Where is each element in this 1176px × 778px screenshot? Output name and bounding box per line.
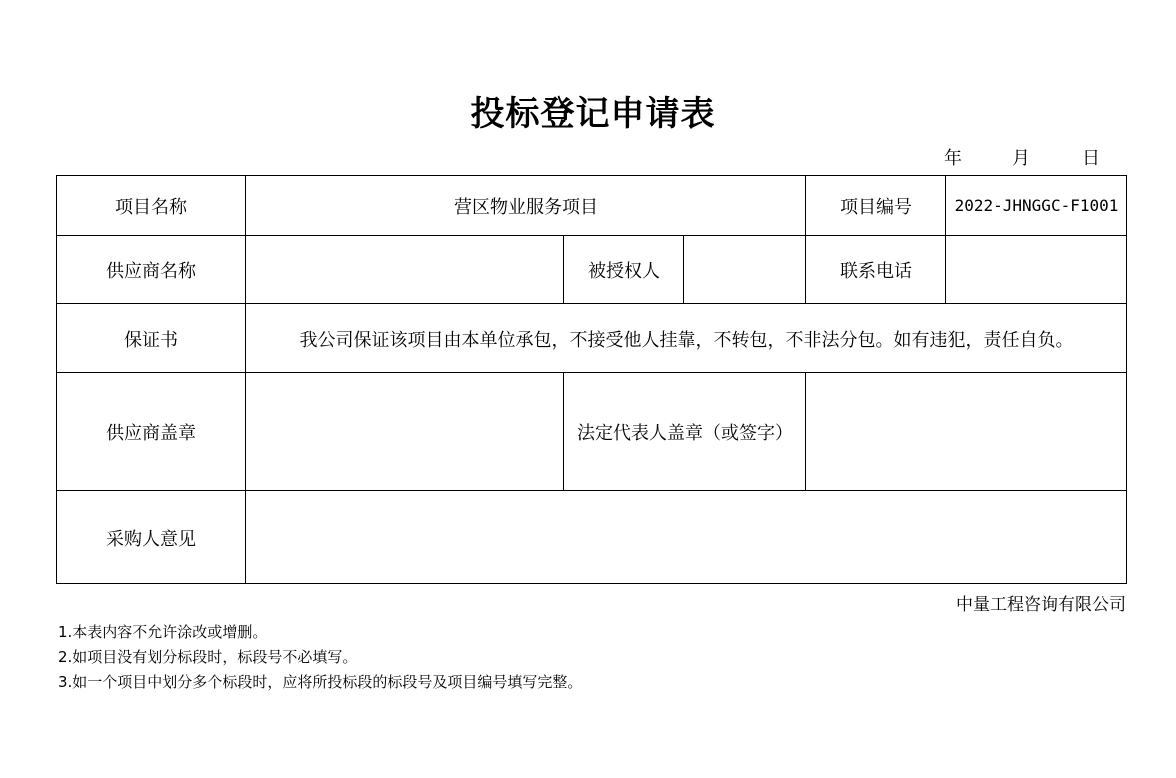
authorized-person-label: 被授权人 [588,261,660,282]
contact-phone-label: 联系电话 [840,261,912,282]
project-number-label: 项目编号 [840,196,912,218]
note-item: 2.如项目没有划分标段时，标段号不必填写。 [58,648,358,666]
supplier-seal-area[interactable] [246,373,564,491]
authorized-person-field[interactable] [684,236,806,304]
application-form-table [56,175,1127,584]
supplier-name-label: 供应商名称 [106,261,196,282]
notes-list [58,620,582,695]
date-day-label: 日 [1082,148,1100,169]
project-name-label: 项目名称 [115,196,187,218]
guarantee-statement: 我公司保证该项目由本单位承包，不接受他人挂靠，不转包，不非法分包。如有违犯，责任自负。 [299,329,1074,351]
supplier-name-field[interactable] [246,236,564,304]
form-title: 投标登记申请表 [470,94,716,134]
purchaser-opinion-label: 采购人意见 [106,528,196,550]
purchaser-opinion-area[interactable] [246,491,1127,584]
note-item: 1.本表内容不允许涂改或增删。 [58,623,268,641]
company-name: 中量工程咨询有限公司 [956,595,1126,615]
supplier-seal-label: 供应商盖章 [106,423,196,444]
guarantee-label: 保证书 [124,329,178,351]
note-item: 3.如一个项目中划分多个标段时，应将所投标段的标段号及项目编号填写完整。 [58,673,583,691]
date-year-label: 年 [944,148,962,169]
legal-representative-seal-area[interactable] [806,373,1127,491]
legal-representative-seal-label: 法定代表人盖章（或签字） [577,423,793,444]
date-month-label: 月 [1012,148,1030,169]
contact-phone-field[interactable] [946,236,1127,304]
project-number-value[interactable]: 2022-JHNGGC-F1001 [954,196,1119,215]
project-name-value[interactable]: 营区物业服务项目 [454,196,598,218]
